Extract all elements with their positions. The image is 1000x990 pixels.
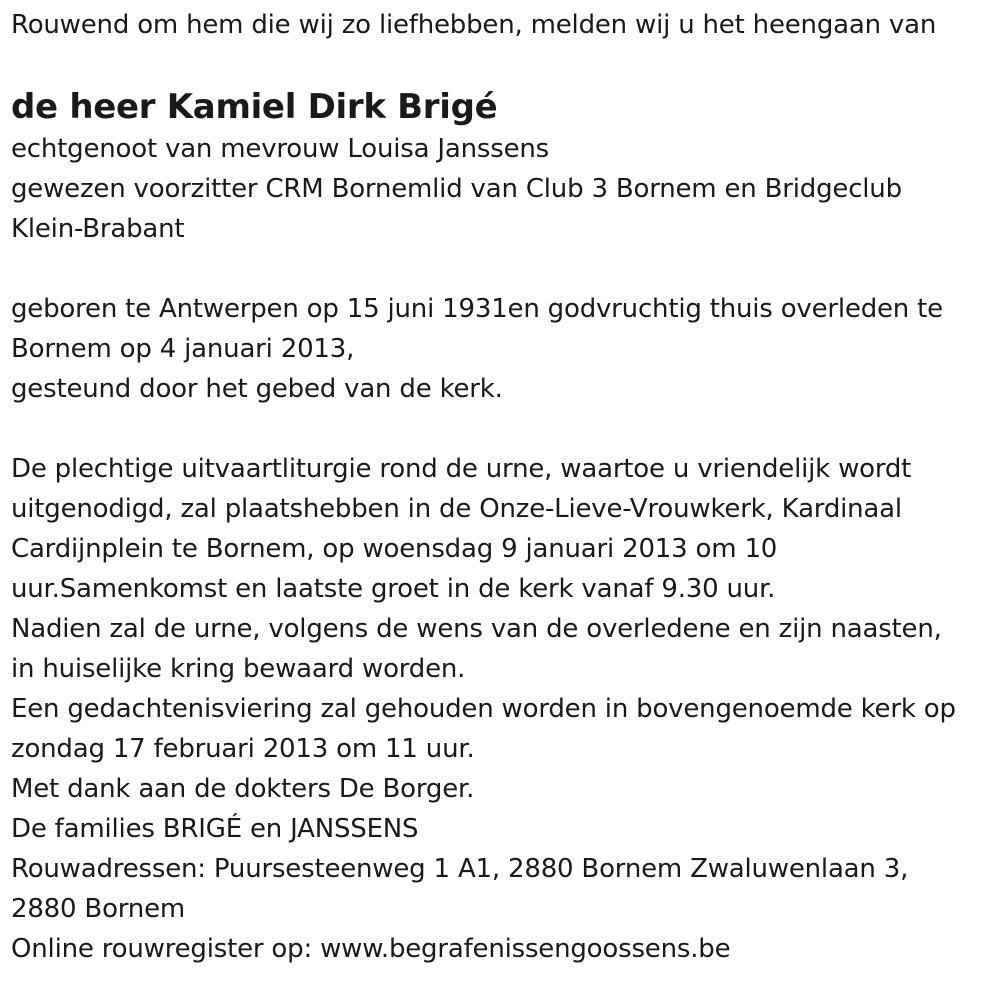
- deceased-name: de heer Kamiel Dirk Brigé: [11, 87, 498, 127]
- thanks-line: Met dank aan de dokters De Borger.: [11, 774, 475, 804]
- details-block: [11, 129, 996, 249]
- intro-text: Rouwend om hem die wij zo liefhebben, melden wij u het heengaan van: [11, 10, 937, 40]
- obituary-document: [11, 0, 996, 969]
- spacer: [11, 409, 996, 449]
- funeral-line: uur.Samenkomst en laatste groet in de kerk vanaf 9.30 uur.: [11, 574, 776, 604]
- funeral-line: Nadien zal de urne, volgens de wens van de overledene en zijn naasten,: [11, 614, 942, 644]
- memorial-line: zondag 17 februari 2013 om 11 uur.: [11, 734, 475, 764]
- birth-death-block: [11, 289, 996, 409]
- funeral-line: in huiselijke kring bewaard worden.: [11, 654, 466, 684]
- families-line: De families BRIGÉ en JANSSENS: [11, 814, 419, 844]
- addresses-line: Rouwadressen: Puursesteenweg 1 A1, 2880 Bornem Zwaluwenlaan 3,: [11, 854, 909, 884]
- memberships-line-continued: Klein-Brabant: [11, 214, 185, 244]
- funeral-block: [11, 449, 996, 969]
- spacer: [11, 249, 996, 289]
- funeral-line: Cardijnplein te Bornem, op woensdag 9 januari 2013 om 10: [11, 534, 778, 564]
- memorial-line: Een gedachtenisviering zal gehouden worden in bovengenoemde kerk op: [11, 694, 956, 724]
- funeral-line: De plechtige uitvaartliturgie rond de urne, waartoe u vriendelijk wordt: [11, 454, 912, 484]
- addresses-line: 2880 Bornem: [11, 894, 186, 924]
- birth-death-line: Bornem op 4 januari 2013,: [11, 334, 355, 364]
- birth-death-line: gesteund door het gebed van de kerk.: [11, 374, 503, 404]
- birth-death-line: geboren te Antwerpen op 15 juni 1931en godvruchtig thuis overleden te: [11, 294, 943, 324]
- spouse-line: echtgenoot van mevrouw Louisa Janssens: [11, 134, 549, 164]
- funeral-line: uitgenodigd, zal plaatshebben in de Onze-Lieve-Vrouwkerk, Kardinaal: [11, 494, 902, 524]
- memberships-line: gewezen voorzitter CRM Bornemlid van Club 3 Bornem en Bridgeclub: [11, 174, 902, 204]
- online-register-line: Online rouwregister op: www.begrafenissengoossens.be: [11, 934, 731, 964]
